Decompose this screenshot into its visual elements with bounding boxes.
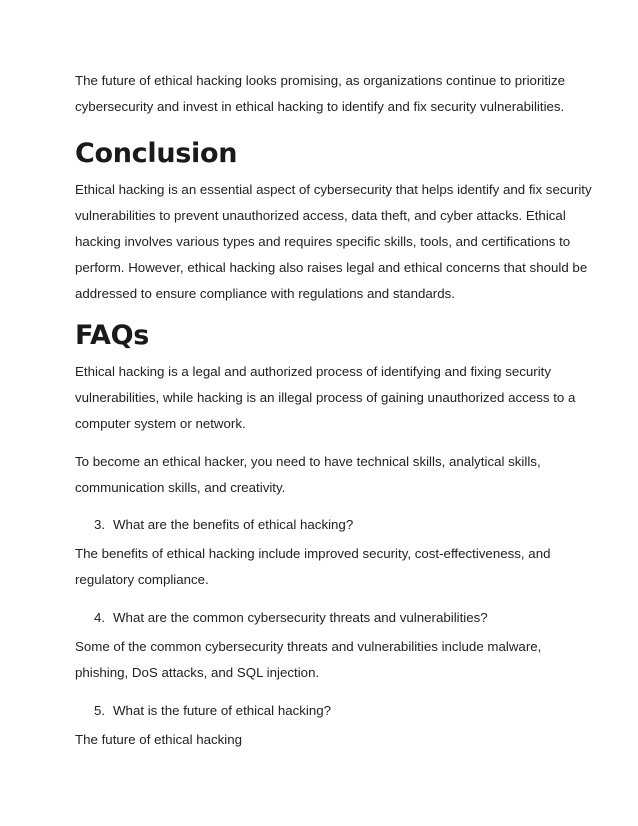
text-line: addressed to ensure compliance with regulations and standards. (75, 286, 455, 301)
text-line: The benefits of ethical hacking include improved security, cost-effectiveness, and (75, 546, 551, 561)
text-line: phishing, DoS attacks, and SQL injection. (75, 665, 320, 680)
intro-paragraph (75, 68, 565, 120)
text-line: hacking involves various types and requires specific skills, tools, and certifications to (75, 234, 571, 249)
text-line: computer system or network. (75, 416, 246, 431)
faqs-heading: FAQs (75, 320, 150, 351)
text-line: To become an ethical hacker, you need to have technical skills, analytical skills, (75, 454, 541, 469)
text-line: perform. However, ethical hacking also raises legal and ethical concerns that should be (75, 260, 588, 275)
text-line: vulnerabilities, while hacking is an illegal process of gaining unauthorized access to a (75, 390, 576, 405)
faq-answer-1 (75, 359, 575, 437)
list-number: 4. (94, 610, 106, 625)
faq-question-3 (75, 512, 353, 538)
faq-answer-2 (75, 449, 541, 501)
conclusion-heading: Conclusion (75, 138, 238, 169)
list-number: 3. (94, 517, 106, 532)
text-line: cybersecurity and invest in ethical hacking to identify and fix security vulnerabilities. (75, 99, 565, 114)
faq-question-5 (75, 698, 331, 724)
faq-answer-5 (75, 727, 242, 753)
question-text: What is the future of ethical hacking? (113, 703, 332, 718)
text-line: communication skills, and creativity. (75, 480, 286, 495)
faq-answer-4 (75, 634, 541, 686)
text-line: The future of ethical hacking looks promising, as organizations continue to prioritize (75, 73, 566, 88)
list-number: 5. (94, 703, 106, 718)
text-line: The future of ethical hacking (75, 732, 243, 747)
faq-question-4 (75, 605, 488, 631)
question-text: What are the benefits of ethical hacking? (113, 517, 354, 532)
faq-answer-3 (75, 541, 551, 593)
text-line: Ethical hacking is a legal and authorized process of identifying and fixing security (75, 364, 552, 379)
text-line: Some of the common cybersecurity threats and vulnerabilities include malware, (75, 639, 542, 654)
text-line: vulnerabilities to prevent unauthorized access, data theft, and cyber attacks. Ethical (75, 208, 566, 223)
text-line: regulatory compliance. (75, 572, 209, 587)
question-text: What are the common cybersecurity threats and vulnerabilities? (113, 610, 488, 625)
text-line: Ethical hacking is an essential aspect of cybersecurity that helps identify and fix security (75, 182, 592, 197)
conclusion-paragraph (75, 177, 592, 307)
